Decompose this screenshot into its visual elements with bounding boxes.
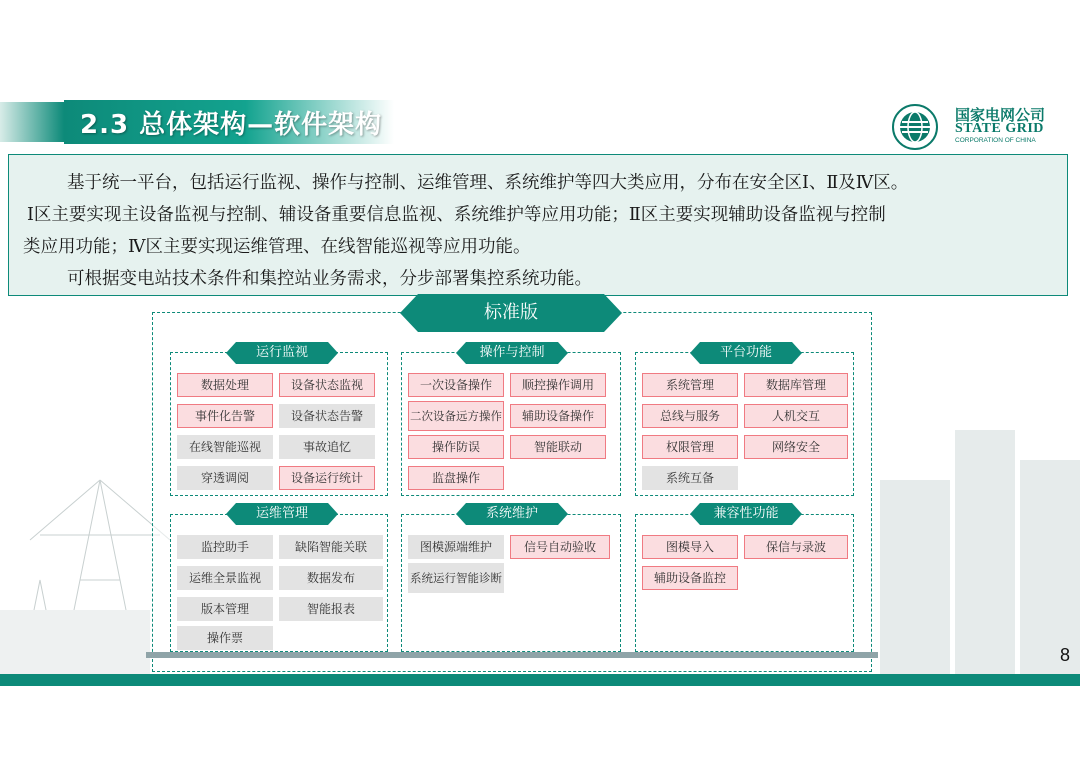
item-smart-report: 智能报表 (279, 597, 383, 621)
panel-ops-management (170, 514, 388, 652)
intro-text-box (8, 154, 1068, 296)
panel-sys-maintenance (401, 514, 621, 652)
item-defect-association: 缺陷智能关联 (279, 535, 383, 559)
item-system-management: 系统管理 (642, 373, 738, 397)
item-permission-management: 权限管理 (642, 435, 738, 459)
item-accident-recall: 事故追忆 (279, 435, 375, 459)
item-sequence-op: 顺控操作调用 (510, 373, 606, 397)
panel-tag-run-monitor (226, 342, 338, 364)
panel-title-compatibility: 兼容性功能 (713, 506, 779, 521)
item-signal-auto-acceptance: 信号自动验收 (510, 535, 610, 559)
item-smart-linkage: 智能联动 (510, 435, 606, 459)
page-title: 2.3 总体架构—软件架构 (80, 110, 383, 140)
item-network-security: 网络安全 (744, 435, 848, 459)
panel-run-monitor (170, 352, 388, 496)
item-system-backup: 系统互备 (642, 466, 738, 490)
diagram-base-line (146, 652, 878, 658)
standard-edition-label (400, 294, 622, 332)
page-number: 8 (1059, 645, 1070, 665)
item-secondary-remote-op: 二次设备远方操作 (408, 401, 504, 431)
intro-line-2: Ⅰ区主要实现主设备监视与控制、辅设备重要信息监视、系统维护等应用功能；Ⅱ区主要实现辅助设备监视与控制 (27, 205, 886, 225)
item-primary-device-op: 一次设备操作 (408, 373, 504, 397)
item-aux-device-op: 辅助设备操作 (510, 404, 606, 428)
item-bus-service: 总线与服务 (642, 404, 738, 428)
panel-platform (635, 352, 854, 496)
panel-tag-sys-maintenance (456, 503, 568, 525)
panel-tag-compatibility (690, 503, 802, 525)
brand-subtitle: CORPORATION OF CHINA (955, 137, 1036, 144)
standard-edition-text: 标准版 (484, 302, 538, 323)
item-online-patrol: 在线智能巡视 (177, 435, 273, 459)
brand-name-en: STATE GRID (955, 121, 1044, 136)
header-accent-bar (0, 102, 64, 142)
panel-compatibility (635, 514, 854, 652)
item-device-status-monitor: 设备状态监视 (279, 373, 375, 397)
panel-title-sys-maintenance: 系统维护 (485, 506, 538, 521)
panel-title-platform: 平台功能 (719, 345, 772, 360)
item-device-run-stats: 设备运行统计 (279, 466, 375, 490)
item-model-import: 图模导入 (642, 535, 738, 559)
item-protection-recording: 保信与录波 (744, 535, 848, 559)
item-penetration-view: 穿透调阅 (177, 466, 273, 490)
item-operation-ticket: 操作票 (177, 626, 273, 650)
item-system-diagnosis: 系统运行智能诊断 (408, 563, 504, 593)
panel-title-ops-management: 运维管理 (255, 506, 308, 521)
item-misoperation-prevention: 操作防误 (408, 435, 504, 459)
item-monitor-op: 监盘操作 (408, 466, 504, 490)
panel-title-run-monitor: 运行监视 (255, 345, 308, 360)
brand-name-cn: 国家电网公司 (955, 106, 1046, 124)
item-data-publish: 数据发布 (279, 566, 383, 590)
item-ops-panorama: 运维全景监视 (177, 566, 273, 590)
intro-line-4: 可根据变电站技术条件和集控站业务需求，分步部署集控系统功能。 (67, 269, 592, 289)
panel-tag-operation-control (456, 342, 568, 364)
item-aux-device-monitor: 辅助设备监控 (642, 566, 738, 590)
intro-line-1: 基于统一平台，包括运行监视、操作与控制、运维管理、系统维护等四大类应用，分布在安全区Ⅰ、Ⅱ及Ⅳ区。 (67, 173, 909, 193)
intro-line-3: 类应用功能；Ⅳ区主要实现运维管理、在线智能巡视等应用功能。 (23, 237, 531, 257)
item-device-status-alarm: 设备状态告警 (279, 404, 375, 428)
item-event-alarm: 事件化告警 (177, 404, 273, 428)
item-hmi: 人机交互 (744, 404, 848, 428)
state-grid-logo (888, 100, 1068, 154)
item-database-management: 数据库管理 (744, 373, 848, 397)
footer-bar (0, 674, 1080, 686)
item-data-processing: 数据处理 (177, 373, 273, 397)
panel-tag-platform (690, 342, 802, 364)
panel-tag-ops-management (226, 503, 338, 525)
item-version-management: 版本管理 (177, 597, 273, 621)
item-model-source-maintenance: 图模源端维护 (408, 535, 504, 559)
panel-operation-control (401, 352, 621, 496)
panel-title-operation-control: 操作与控制 (479, 345, 545, 360)
item-monitor-assistant: 监控助手 (177, 535, 273, 559)
